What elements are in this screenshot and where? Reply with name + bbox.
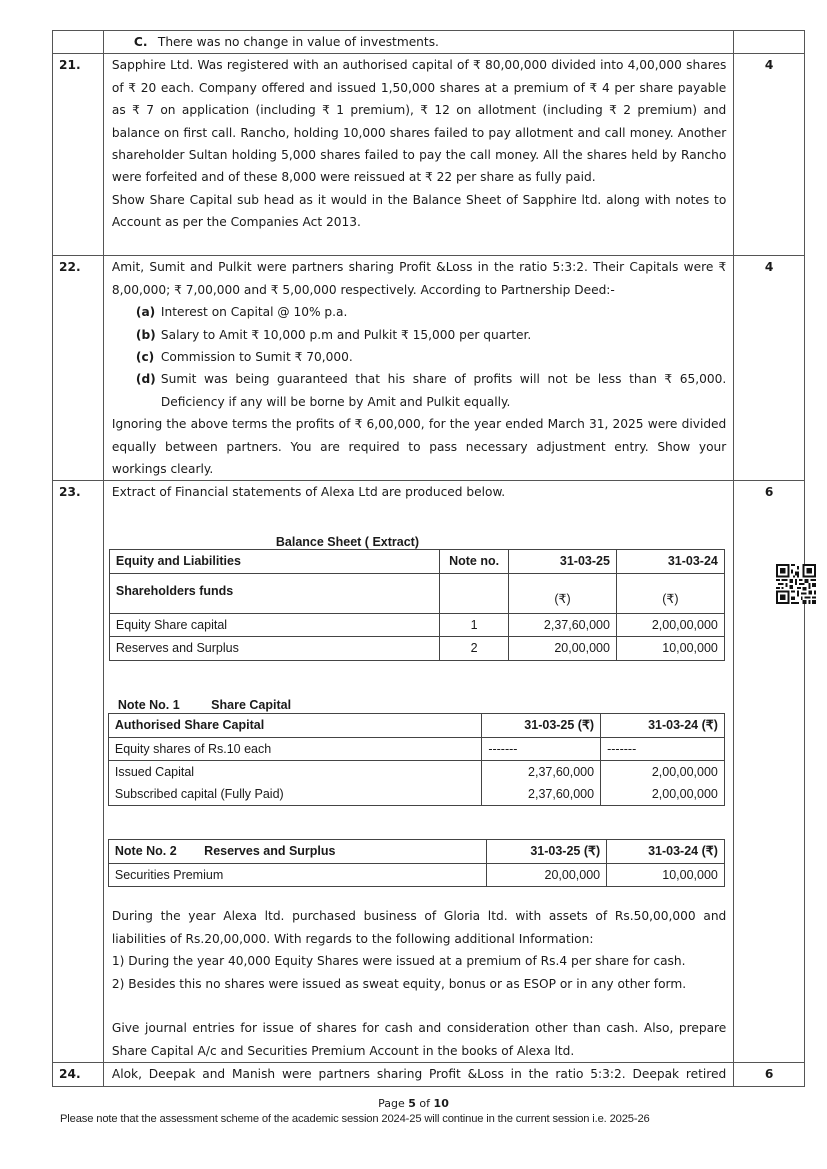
table-row [108, 761, 724, 806]
term-text: Salary to Amit ₹ 10,000 p.m and Pulkit ₹ 15,000 per quarter. [160, 327, 532, 342]
table-header-row [108, 714, 724, 737]
question-22-body [103, 256, 733, 481]
note-cell: 2 [440, 637, 509, 660]
list-item [112, 301, 726, 323]
term-text: Sumit was being guaranteed that his share of profits will not be less than ₹ 65,000. Deficiency if any will be borne by Amit and Pulkit equally. [160, 372, 727, 409]
table-row [108, 737, 724, 760]
value-cell: 20,00,000 [509, 637, 617, 660]
issued-capital-py: 2,00,00,000 [651, 765, 718, 780]
note-1-table [108, 713, 725, 806]
question-number-cell [53, 31, 104, 54]
page-number [0, 1097, 827, 1110]
term-label: (d) [135, 372, 156, 387]
value-cell: 20,00,000 [487, 863, 607, 886]
column-header: 31-03-25 [509, 550, 617, 573]
subhead-cell: Shareholders funds [109, 573, 439, 613]
issued-capital-cy: 2,37,60,000 [528, 765, 595, 780]
question-number: 24. [53, 1063, 104, 1086]
item-cell: Securities Premium [108, 863, 487, 886]
currency-cell: (₹) [616, 573, 724, 613]
term-text: Interest on Capital @ 10% p.a. [160, 305, 348, 320]
table-row-q23 [53, 481, 805, 1063]
column-header: 31-03-25 (₹) [482, 714, 601, 737]
table-header-row [108, 840, 724, 863]
table-row-q24 [53, 1063, 805, 1086]
note-cell: 1 [440, 613, 509, 636]
column-header: 31-03-24 (₹) [607, 840, 725, 863]
q23-intro: Extract of Financial statements of Alexa Ltd are produced below. [111, 485, 506, 500]
table-row [108, 863, 724, 886]
subscribed-capital-label: Subscribed capital (Fully Paid) [114, 787, 284, 802]
q21-paragraph-2: Show Share Capital sub head as it would in the Balance Sheet of Sapphire ltd. along with notes to Account as per the Companies Act 2013. [111, 192, 727, 230]
item-cell [108, 761, 481, 806]
value-cell: 10,00,000 [616, 637, 724, 660]
page-of: of [415, 1097, 434, 1110]
table-row-q22 [53, 256, 805, 481]
marks: 4 [734, 54, 805, 256]
option-text: There was no change in value of investments. [157, 35, 439, 49]
question-number: 21. [53, 54, 104, 256]
value-cell [601, 761, 725, 806]
value-cell: 2,00,00,000 [616, 613, 724, 636]
item-cell: Reserves and Surplus [109, 637, 439, 660]
currency-cell: (₹) [509, 573, 617, 613]
term-label: (a) [135, 305, 156, 320]
item-cell: Equity Share capital [109, 613, 439, 636]
table-row [109, 613, 724, 636]
column-header: 31-03-24 (₹) [601, 714, 725, 737]
column-header [108, 840, 487, 863]
value-cell: 10,00,000 [607, 863, 725, 886]
question-21-body [103, 54, 733, 256]
table-row-prev-option [53, 31, 805, 54]
table-row-q21 [53, 54, 805, 256]
page-total: 10 [433, 1097, 449, 1110]
note-number: Note No. 2 [114, 844, 177, 859]
q23-additional-info [112, 905, 726, 1061]
questions-table [52, 30, 805, 1087]
column-header: Note no. [440, 550, 509, 573]
note-title: Share Capital [211, 698, 292, 713]
balance-sheet-caption: Balance Sheet ( Extract) [275, 535, 419, 550]
value-cell [482, 761, 601, 806]
table-row [109, 573, 724, 613]
spacer [112, 995, 726, 1017]
note-title: Reserves and Surplus [204, 844, 336, 859]
issued-capital-label: Issued Capital [114, 765, 195, 780]
question-24-body [103, 1063, 733, 1086]
footer-note: Please note that the assessment scheme of the academic session 2024-25 will continue in the current session i.e. 2025-26 [60, 1113, 650, 1125]
q22-intro: Amit, Sumit and Pulkit were partners sharing Profit &Loss in the ratio 5:3:2. Their Capitals were ₹ 8,00,000; ₹ 7,00,000 and ₹ 5,00,000 respectively. According to Partnership Deed:- [111, 260, 727, 297]
note-2-table [108, 839, 725, 887]
list-item [112, 368, 726, 413]
question-number: 22. [53, 256, 104, 481]
term-label: (b) [135, 327, 156, 342]
column-header: 31-03-25 (₹) [487, 840, 607, 863]
subscribed-capital-py: 2,00,00,000 [651, 787, 718, 802]
term-label: (c) [135, 350, 155, 365]
option-c [103, 31, 733, 54]
option-label: C. [133, 35, 148, 49]
info-item: 1) During the year 40,000 Equity Shares were issued at a premium of Rs.4 per share for cash. [111, 954, 686, 969]
list-item [112, 346, 726, 368]
note-number: Note No. 1 [117, 698, 180, 713]
table-header-row [109, 550, 724, 573]
column-header: 31-03-24 [616, 550, 724, 573]
qr-code-icon [776, 564, 816, 604]
page-prefix: Page [378, 1097, 409, 1110]
deed-terms-list [112, 301, 726, 413]
column-header: Authorised Share Capital [108, 714, 481, 737]
q23-task: Give journal entries for issue of shares for cash and consideration other than cash. Also, prepare Share Capital A/c and Securities Premium Account in the books of Alexa ltd. [111, 1021, 727, 1058]
list-item [112, 324, 726, 346]
marks: 4 [734, 256, 805, 481]
table-row [109, 637, 724, 660]
q21-paragraph-1: Sapphire Ltd. Was registered with an authorised capital of ₹ 80,00,000 divided into 4,00,000 shares of ₹ 20 each. Company offered and issued 1,50,000 shares at a premium of ₹ 4 per share payable as ₹ 7 on application (including ₹ 1 premium), ₹ 12 on allotment (including ₹ 2 premium) and balance on first call. Rancho, holding 10,000 shares failed to pay allotment and call money. Another shareholder Sultan holding 5,000 shares failed to pay the call money. All the shares held by Rancho were forfeited and of these 8,000 were reissued at ₹ 22 per share as fully paid. [111, 58, 727, 185]
marks: 6 [734, 481, 805, 1063]
value-cell: ------- [601, 737, 725, 760]
marks-cell [734, 31, 805, 54]
term-text: Commission to Sumit ₹ 70,000. [160, 350, 353, 365]
q22-closing: Ignoring the above terms the profits of ₹ 6,00,000, for the year ended March 31, 2025 were divided equally between partners. You are required to pass necessary adjustment entry. Show your workings clearly. [111, 417, 727, 477]
balance-sheet-table [109, 549, 725, 660]
q23-paragraph-1: During the year Alexa ltd. purchased business of Gloria ltd. with assets of Rs.50,00,000 and liabilities of Rs.20,00,000. With regards to the following additional Information: [111, 909, 727, 946]
value-cell: 2,37,60,000 [509, 613, 617, 636]
info-item: 2) Besides this no shares were issued as sweat equity, bonus or as ESOP or in any other form. [111, 976, 687, 991]
question-number: 23. [53, 481, 104, 1063]
page-current: 5 [408, 1097, 416, 1110]
q24-text: Alok, Deepak and Manish were partners sharing Profit &Loss in the ratio 5:3:2. Deepak retired [111, 1067, 727, 1082]
column-header: Equity and Liabilities [109, 550, 439, 573]
question-23-body [103, 481, 733, 1063]
marks: 6 [734, 1063, 805, 1086]
value-cell: ------- [482, 737, 601, 760]
empty-cell [440, 573, 509, 613]
item-cell: Equity shares of Rs.10 each [108, 737, 481, 760]
subscribed-capital-cy: 2,37,60,000 [528, 787, 595, 802]
